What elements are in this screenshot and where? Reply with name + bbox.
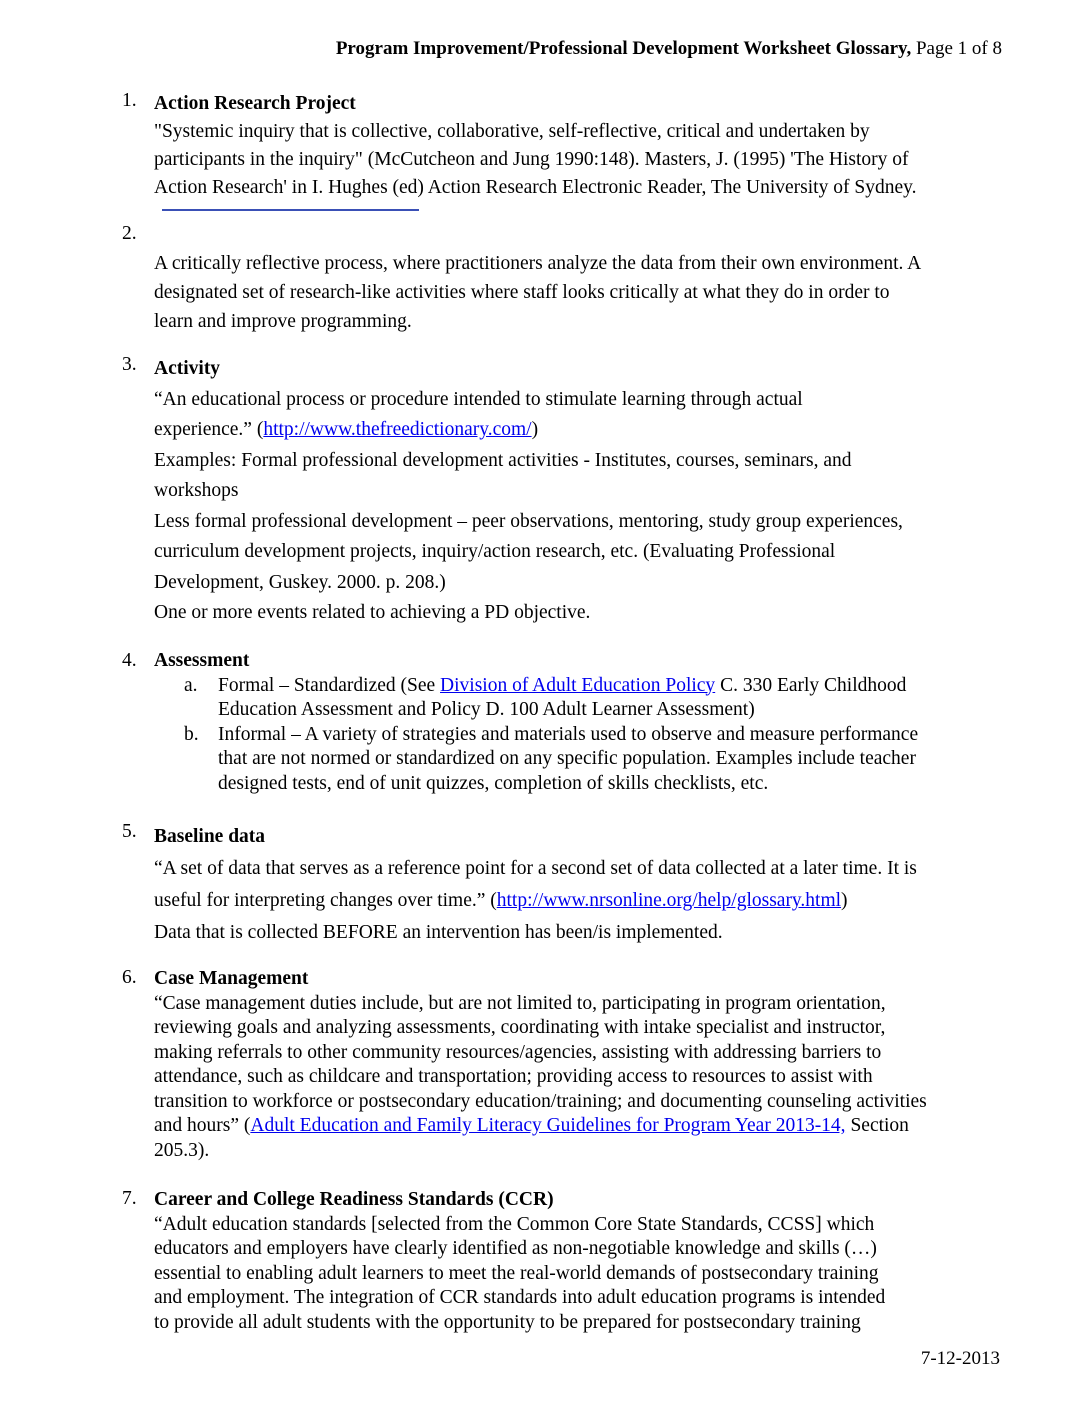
definition-line: “Case management duties include, but are not limited to, participating in program orientation, bbox=[154, 992, 886, 1014]
definition-line: making referrals to other community resources/agencies, assisting with addressing barriers to bbox=[154, 1041, 882, 1063]
item-number: 3. bbox=[122, 354, 137, 375]
definition-line: Examples: Formal professional development activities - Institutes, courses, seminars, and bbox=[154, 449, 852, 471]
definition-line: useful for interpreting changes over time.” (http://www.nrsonline.org/help/glossary.html) bbox=[154, 890, 848, 911]
definition-line: reviewing goals and analyzing assessments, coordinating with intake specialist and instructor, bbox=[154, 1017, 886, 1038]
definition-line: learn and improve programming. bbox=[154, 311, 412, 332]
term-title: Career and College Readiness Standards (CCR) bbox=[154, 1189, 554, 1210]
definition-line: Less formal professional development – peer observations, mentoring, study group experiences, bbox=[154, 510, 903, 532]
definition-line: and employment. The integration of CCR standards into adult education programs is intended bbox=[154, 1287, 886, 1308]
definition-line: designated set of research-like activities where staff looks critically at what they do in order to bbox=[154, 282, 890, 303]
definition-line: 205.3). bbox=[154, 1139, 210, 1161]
definition-line: educators and employers have clearly identified as non-negotiable knowledge and skills (…) bbox=[154, 1238, 877, 1259]
blue-underline bbox=[162, 209, 419, 211]
sublist-line: Informal – A variety of strategies and materials used to observe and measure performance bbox=[218, 723, 919, 745]
definition-line: “A set of data that serves as a reference point for a second set of data collected at a later time. It is bbox=[154, 858, 917, 879]
definition-line: attendance, such as childcare and transportation; providing access to resources to assist with bbox=[154, 1066, 873, 1087]
term-title: Activity bbox=[154, 358, 221, 379]
definition-line: One or more events related to achieving a PD objective. bbox=[154, 602, 591, 623]
item-number: 5. bbox=[122, 821, 137, 842]
item-number: 2. bbox=[122, 223, 137, 244]
definition-line: “Adult education standards [selected from the Common Core State Standards, CCSS] which bbox=[154, 1213, 875, 1235]
definition-line: essential to enabling adult learners to meet the real-world demands of postsecondary training bbox=[154, 1262, 879, 1284]
definition-line: Data that is collected BEFORE an intervention has been/is implemented. bbox=[154, 922, 723, 943]
definition-line: curriculum development projects, inquiry/action research, etc. (Evaluating Professional bbox=[154, 541, 836, 562]
definition-line: Development, Guskey. 2000. p. 208.) bbox=[154, 571, 446, 593]
term-title: Case Management bbox=[154, 968, 309, 989]
sublist-marker: a. bbox=[184, 674, 198, 696]
definition-line: workshops bbox=[154, 480, 239, 501]
sublist-line: Formal – Standardized (See Division of Adult Education Policy C. 330 Early Childhood bbox=[218, 674, 907, 696]
header-title: Program Improvement/Professional Development Worksheet Glossary, bbox=[335, 38, 912, 59]
definition-line: participants in the inquiry" (McCutcheon and Jung 1990:148). Masters, J. (1995) 'The History of bbox=[154, 149, 909, 170]
definition-line: "Systemic inquiry that is collective, collaborative, self-reflective, critical and undertaken by bbox=[154, 121, 870, 142]
item-number: 1. bbox=[122, 90, 137, 111]
sublist-line: Education Assessment and Policy D. 100 Adult Learner Assessment) bbox=[218, 699, 755, 720]
page-header bbox=[336, 38, 1002, 60]
definition-line: to provide all adult students with the opportunity to be prepared for postsecondary training bbox=[154, 1311, 861, 1333]
sublist-marker: b. bbox=[184, 723, 199, 745]
page-number: Page 1 of 8 bbox=[911, 38, 1002, 59]
definition-line: A critically reflective process, where practitioners analyze the data from their own environment. A bbox=[154, 253, 922, 274]
sublist-line: designed tests, end of unit quizzes, completion of skills checklists, etc. bbox=[218, 772, 769, 794]
definition-line: transition to workforce or postsecondary education/training; and documenting counseling activities bbox=[154, 1090, 927, 1112]
item-number: 6. bbox=[122, 967, 137, 988]
footer-date: 7-12-2013 bbox=[920, 1348, 1000, 1369]
item-number: 7. bbox=[122, 1188, 137, 1209]
definition-line: “An educational process or procedure intended to stimulate learning through actual bbox=[154, 388, 803, 410]
reference-link[interactable]: http://www.thefreedictionary.com/ bbox=[263, 419, 532, 440]
guidelines-link[interactable]: Adult Education and Family Literacy Guidelines for Program Year 2013-14, bbox=[250, 1115, 846, 1136]
definition-line: experience.” (http://www.thefreedictionary.com/) bbox=[154, 419, 539, 440]
definition-line: and hours” (Adult Education and Family Literacy Guidelines for Program Year 2013-14, Section bbox=[154, 1115, 909, 1136]
policy-link[interactable]: Division of Adult Education Policy bbox=[440, 674, 716, 696]
term-title: Baseline data bbox=[154, 826, 266, 847]
item-number: 4. bbox=[122, 650, 137, 671]
sublist-line: that are not normed or standardized on any specific population. Examples include teacher bbox=[218, 748, 916, 769]
reference-link[interactable]: http://www.nrsonline.org/help/glossary.html bbox=[496, 890, 842, 911]
term-title: Action Research Project bbox=[154, 93, 356, 114]
term-title: Assessment bbox=[154, 650, 250, 671]
definition-line: Action Research' in I. Hughes (ed) Action Research Electronic Reader, The University of Sydney. bbox=[154, 177, 917, 198]
